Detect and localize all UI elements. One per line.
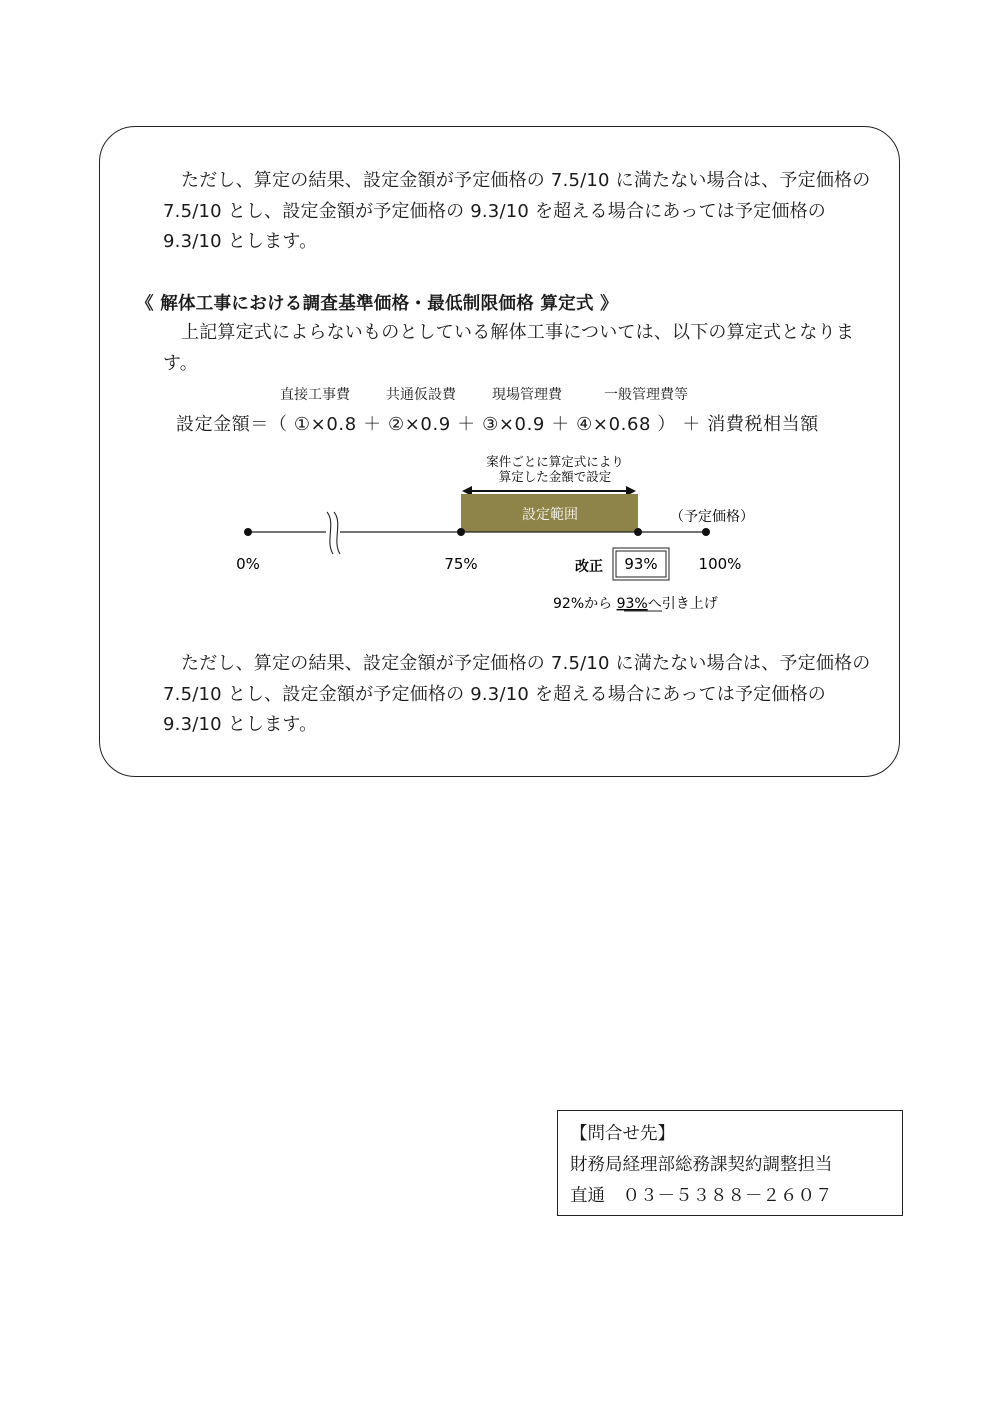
revision-note-prefix: 92%から: [553, 596, 617, 612]
setting-range-label: 設定範囲: [522, 507, 578, 523]
point-100: [702, 528, 710, 536]
contact-title: 【問合せ先】: [570, 1124, 675, 1144]
point-75: [457, 528, 465, 536]
contact-phone: 直通 ０３－５３８８－２６０７: [570, 1186, 833, 1206]
point-93: [634, 528, 642, 536]
range-diagram: [0, 0, 1000, 640]
section-heading: 《 解体工事における調査基準価格・最低制限価格 算定式 》: [136, 294, 618, 314]
contact-department: 財務局経理部総務課契約調整担当: [570, 1155, 833, 1175]
label-general-management-cost: 一般管理費等: [604, 387, 688, 403]
label-site-management-cost: 現場管理費: [492, 387, 562, 403]
arrow-label-line1: 案件ごとに算定式により: [486, 454, 624, 469]
paragraph-intro: 上記算定式によらないものとしている解体工事については、以下の算定式となります。: [163, 322, 855, 374]
revision-value: 93%: [624, 555, 658, 573]
formula: 設定金額＝（ ①×0.8 ＋ ②×0.9 ＋ ③×0.9 ＋ ④×0.68 ） ＋ 消費税相当額: [176, 414, 819, 435]
revision-note: [553, 595, 718, 612]
contact-box: [557, 1110, 903, 1216]
label-common-temporary-cost: 共通仮設費: [386, 387, 456, 403]
tick-label-0: 0%: [236, 555, 260, 573]
arrow-label-line2: 算定した金額で設定: [498, 469, 612, 484]
paragraph-note-bottom: ただし、算定の結果、設定金額が予定価格の 7.5/10 に満たない場合は、予定価格の 7.5/10 とし、設定金額が予定価格の 9.3/10 を超える場合にあっては予定価格の 9.3/10 とします。: [163, 653, 871, 735]
tick-label-75: 75%: [444, 555, 478, 573]
revision-note-suffix: へ引き上げ: [647, 596, 718, 612]
paragraph-note-top: ただし、算定の結果、設定金額が予定価格の 7.5/10 に満たない場合は、予定価格の 7.5/10 とし、設定金額が予定価格の 9.3/10 を超える場合にあっては予定価格の 9.3/10 とします。: [163, 170, 871, 252]
revision-note-value: 93%: [616, 596, 648, 612]
point-0: [244, 528, 252, 536]
tick-label-100: 100%: [698, 555, 742, 573]
predicted-price-label: （予定価格）: [670, 509, 754, 525]
label-direct-cost: 直接工事費: [280, 387, 350, 403]
revision-label: 改正: [575, 559, 603, 575]
